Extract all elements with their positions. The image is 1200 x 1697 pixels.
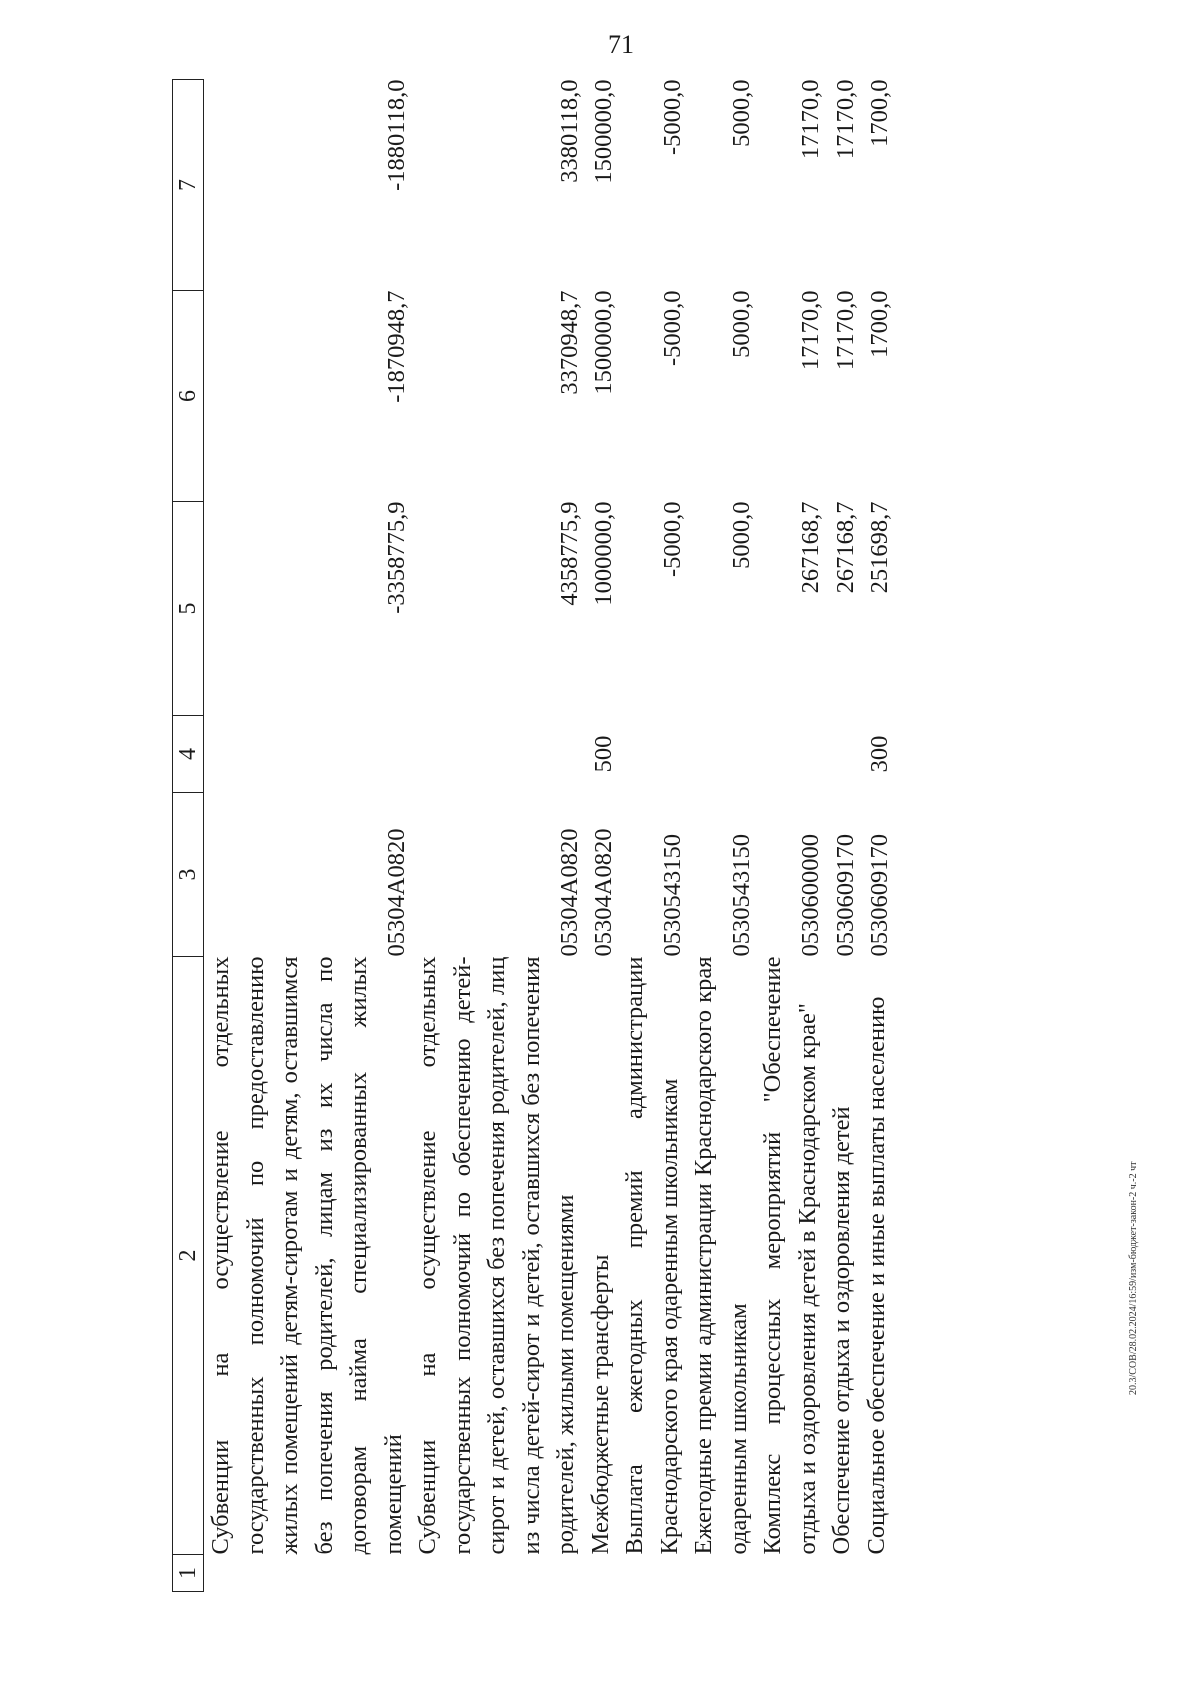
amount-col5: 5000,0 <box>728 501 755 569</box>
target-code: 0530543150 <box>728 834 755 957</box>
item-name: Субвенции на осуществление отдельных государственных полномочий по предоставлению жилых помещений детям-сиротам и детям, оставшимся без попечения родителей, лицам из их числа по договорам найма специализированных жилых помещений <box>207 956 407 1555</box>
expense-type-code <box>825 716 860 793</box>
expense-type-code <box>687 716 756 793</box>
row-number-cell <box>860 1555 895 1592</box>
amount-col6: 5000,0 <box>728 290 755 358</box>
expense-type-code <box>618 716 687 793</box>
amount-col7: 1700,0 <box>866 79 893 147</box>
page-number: 71 <box>608 30 634 59</box>
expense-type-code: 500 <box>590 735 617 773</box>
amount-col7: -5000,0 <box>659 79 686 156</box>
row-number-cell <box>687 1555 756 1592</box>
table-row <box>204 80 412 1592</box>
expense-type-code <box>411 716 584 793</box>
row-number-cell <box>756 1555 825 1592</box>
amount-col5: -5000,0 <box>659 501 686 578</box>
item-name: Субвенции на осуществление отдельных государственных полномочий по обеспечению детей-сирот и детей, оставшихся без попечения родителей, лиц из числа детей-сирот и детей, оставшихся без попечения родителей, жилыми помещениями <box>414 956 579 1555</box>
target-code: 0530609170 <box>831 834 859 957</box>
table-row <box>687 80 756 1592</box>
expense-type-code: 300 <box>866 735 893 773</box>
amount-col7: 1500000,0 <box>590 79 617 184</box>
amount-col5: -3358775,9 <box>383 501 410 614</box>
target-code: 0530543150 <box>659 834 686 957</box>
amount-col7: 5000,0 <box>728 79 755 147</box>
amount-col5: 1000000,0 <box>590 501 617 606</box>
item-name: Обеспечение отдыха и оздоровления детей <box>828 1106 855 1555</box>
target-code: 0530600000 <box>797 834 824 957</box>
amount-col5: 4358775,9 <box>555 501 583 606</box>
footer-document-code: 20.3/СОВ/28.02.2024/16:59/изм-бюджет-закон-2 ч.-2 чт <box>1128 1161 1139 1395</box>
column-header: 1 <box>173 1555 204 1592</box>
table-row <box>756 80 825 1592</box>
expense-type-code <box>756 716 825 793</box>
table-row <box>618 80 687 1592</box>
column-header: 4 <box>173 716 204 793</box>
item-name: Выплата ежегодных премий администрации Краснодарского края одаренным школьникам <box>621 956 683 1555</box>
row-number-cell <box>411 1555 584 1592</box>
column-header: 7 <box>173 80 204 291</box>
item-name: Межбюджетные трансферты <box>586 1254 614 1555</box>
budget-table <box>172 79 894 1592</box>
amount-col7: -1880118,0 <box>383 79 410 191</box>
table-header-row <box>173 80 204 1592</box>
rotated-table-wrapper <box>172 80 1042 1592</box>
target-code: 05304А0820 <box>383 828 410 957</box>
row-number-cell <box>825 1555 860 1592</box>
row-number-cell <box>618 1555 687 1592</box>
amount-col5: 251698,7 <box>866 501 893 594</box>
amount-col7: 17170,0 <box>831 79 859 160</box>
table-row <box>860 80 895 1592</box>
table-row <box>411 80 584 1592</box>
item-name: Социальное обеспечение и иные выплаты населению <box>862 996 890 1555</box>
target-code: 05304А0820 <box>590 828 617 957</box>
column-header: 2 <box>173 957 204 1555</box>
amount-col6: 17170,0 <box>831 290 859 371</box>
table-row <box>825 80 860 1592</box>
table-row <box>584 80 619 1592</box>
item-name: Ежегодные премии администрации Краснодарского края одаренным школьникам <box>690 956 752 1555</box>
row-number-cell <box>584 1555 619 1592</box>
amount-col6: 1700,0 <box>866 290 893 358</box>
amount-col5: 267168,7 <box>797 501 824 594</box>
row-number-cell <box>204 1555 412 1592</box>
amount-col7: 17170,0 <box>797 79 824 160</box>
column-header: 6 <box>173 291 204 502</box>
amount-col6: -1870948,7 <box>383 290 410 403</box>
amount-col5: 267168,7 <box>831 501 859 594</box>
column-header: 5 <box>173 502 204 716</box>
item-name: Комплекс процессных мероприятий "Обеспечение отдыха и оздоровления детей в Краснодарском крае" <box>759 956 821 1555</box>
target-code: 0530609170 <box>866 834 893 957</box>
target-code: 05304А0820 <box>555 828 583 957</box>
amount-col6: 17170,0 <box>797 290 824 371</box>
column-header: 3 <box>173 793 204 957</box>
amount-col7: 3380118,0 <box>555 79 583 183</box>
amount-col6: 1500000,0 <box>590 290 617 395</box>
expense-type-code <box>204 716 412 793</box>
amount-col6: 3370948,7 <box>555 290 583 395</box>
amount-col6: -5000,0 <box>659 290 686 367</box>
